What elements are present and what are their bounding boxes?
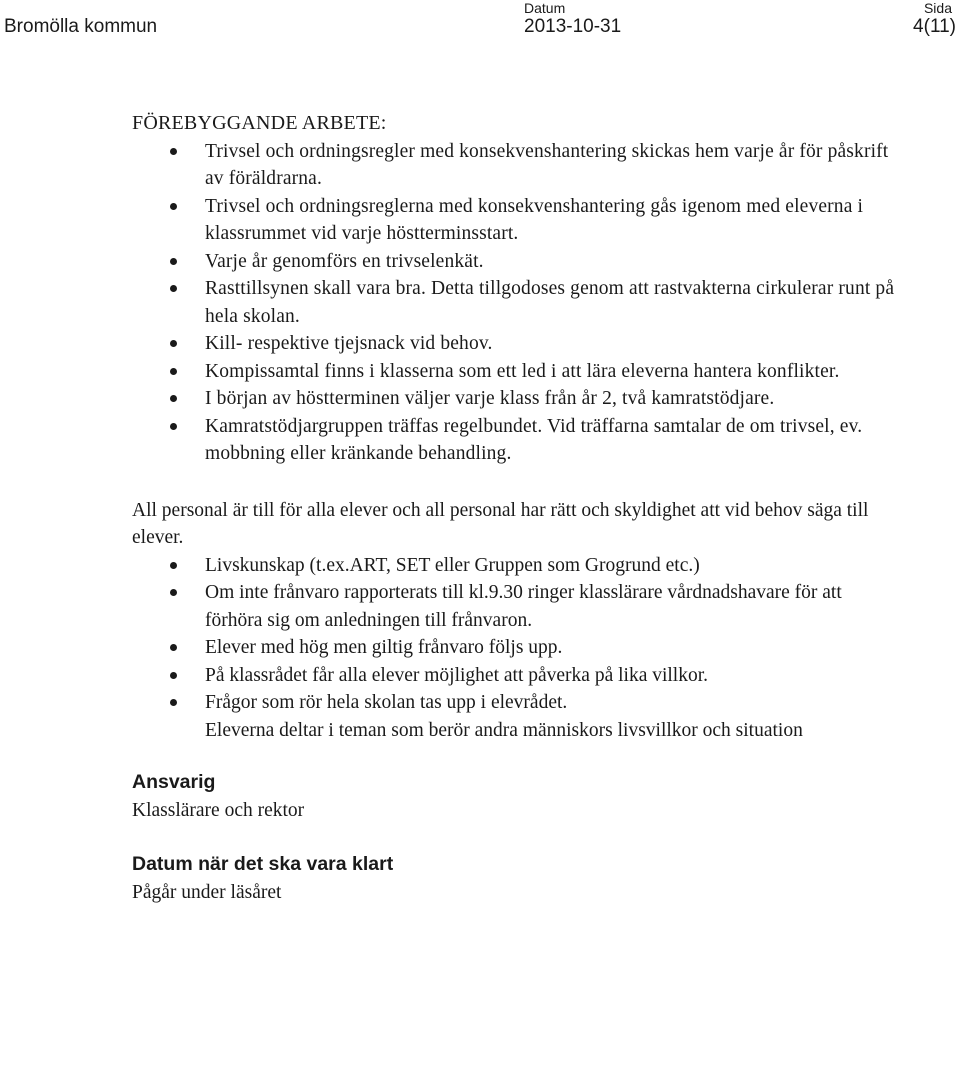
list-item [132,552,902,580]
list-item [132,385,902,413]
list-item-text: Frågor som rör hela skolan tas upp i elevrådet. [205,692,568,713]
section-heading: FÖREBYGGANDE ARBETE: [132,112,387,134]
list-item-text: Rasttillsynen skall vara bra. Detta tillgodoses genom att rastvakterna cirkulerar runt på hela skolan. [205,278,895,327]
bullet-icon [170,395,177,402]
list-item [132,689,902,744]
page-header [0,0,960,44]
list-item [132,248,902,276]
deadline-value: Pågår under läsåret [132,881,282,903]
list-item [132,579,902,634]
list-item-continuation: Eleverna deltar i teman som berör andra människors livsvillkor och situation [205,719,803,741]
list-item [132,275,902,330]
bullet-icon [170,148,177,155]
bullet-icon [170,699,177,706]
additional-measures-list [132,552,902,745]
list-item [132,330,902,358]
responsible-value: Klasslärare och rektor [132,799,305,821]
bullet-icon [170,562,177,569]
bullet-icon [170,589,177,596]
list-item-text: Kamratstödjargruppen träffas regelbundet. Vid träffarna samtalar de om trivsel, ev. mobbning eller kränkande behandling. [205,415,863,464]
list-item-text: Om inte frånvaro rapporterats till kl.9.30 ringer klasslärare vårdnadshavare för att förhöra sig om anledningen till frånvaron. [205,582,842,631]
bullet-icon [170,672,177,679]
bullet-icon [170,258,177,265]
staff-responsibility-paragraph: All personal är till för alla elever och all personal har rätt och skyldighet att vid behov säga till elever. [132,499,869,548]
list-item-text: Trivsel och ordningsregler med konsekvenshantering skickas hem varje år för påskrift av föräldrarna. [205,140,889,189]
list-item-text: Livskunskap (t.ex.ART, SET eller Gruppen som Grogrund etc.) [205,554,700,576]
responsible-label: Ansvarig [132,771,216,793]
list-item-text: I början av höstterminen väljer varje klass från år 2, två kamratstödjare. [205,388,775,409]
list-item-text: Kompissamtal finns i klasserna som ett led i att lära eleverna hantera konflikter. [205,360,840,382]
list-item-text: Elever med hög men giltig frånvaro följs upp. [205,637,563,658]
list-item-text: På klassrådet får alla elever möjlighet att påverka på lika villkor. [205,664,709,686]
list-item [132,662,902,690]
bullet-icon [170,644,177,651]
list-item [132,413,902,468]
deadline-label: Datum när det ska vara klart [132,853,394,875]
list-item [132,193,902,248]
date-label: Datum [524,0,566,16]
list-item-text: Varje år genomförs en trivselenkät. [205,250,484,272]
bullet-icon [170,285,177,292]
org-name: Bromölla kommun [4,16,158,37]
bullet-icon [170,340,177,347]
list-item [132,634,902,662]
list-item [132,358,902,386]
page-number: 4(11) [913,16,956,37]
bullet-icon [170,203,177,210]
page-label: Sida [923,0,952,16]
document-body [132,110,902,906]
list-item-text: Kill- respektive tjejsnack vid behov. [205,333,493,354]
list-item [132,138,902,193]
date-value: 2013-10-31 [524,16,622,37]
bullet-icon [170,368,177,375]
bullet-icon [170,423,177,430]
preventive-measures-list [132,138,902,468]
list-item-text: Trivsel och ordningsreglerna med konsekvenshantering gås igenom med eleverna i klassrummet vid varje höstterminsstart. [205,195,864,244]
